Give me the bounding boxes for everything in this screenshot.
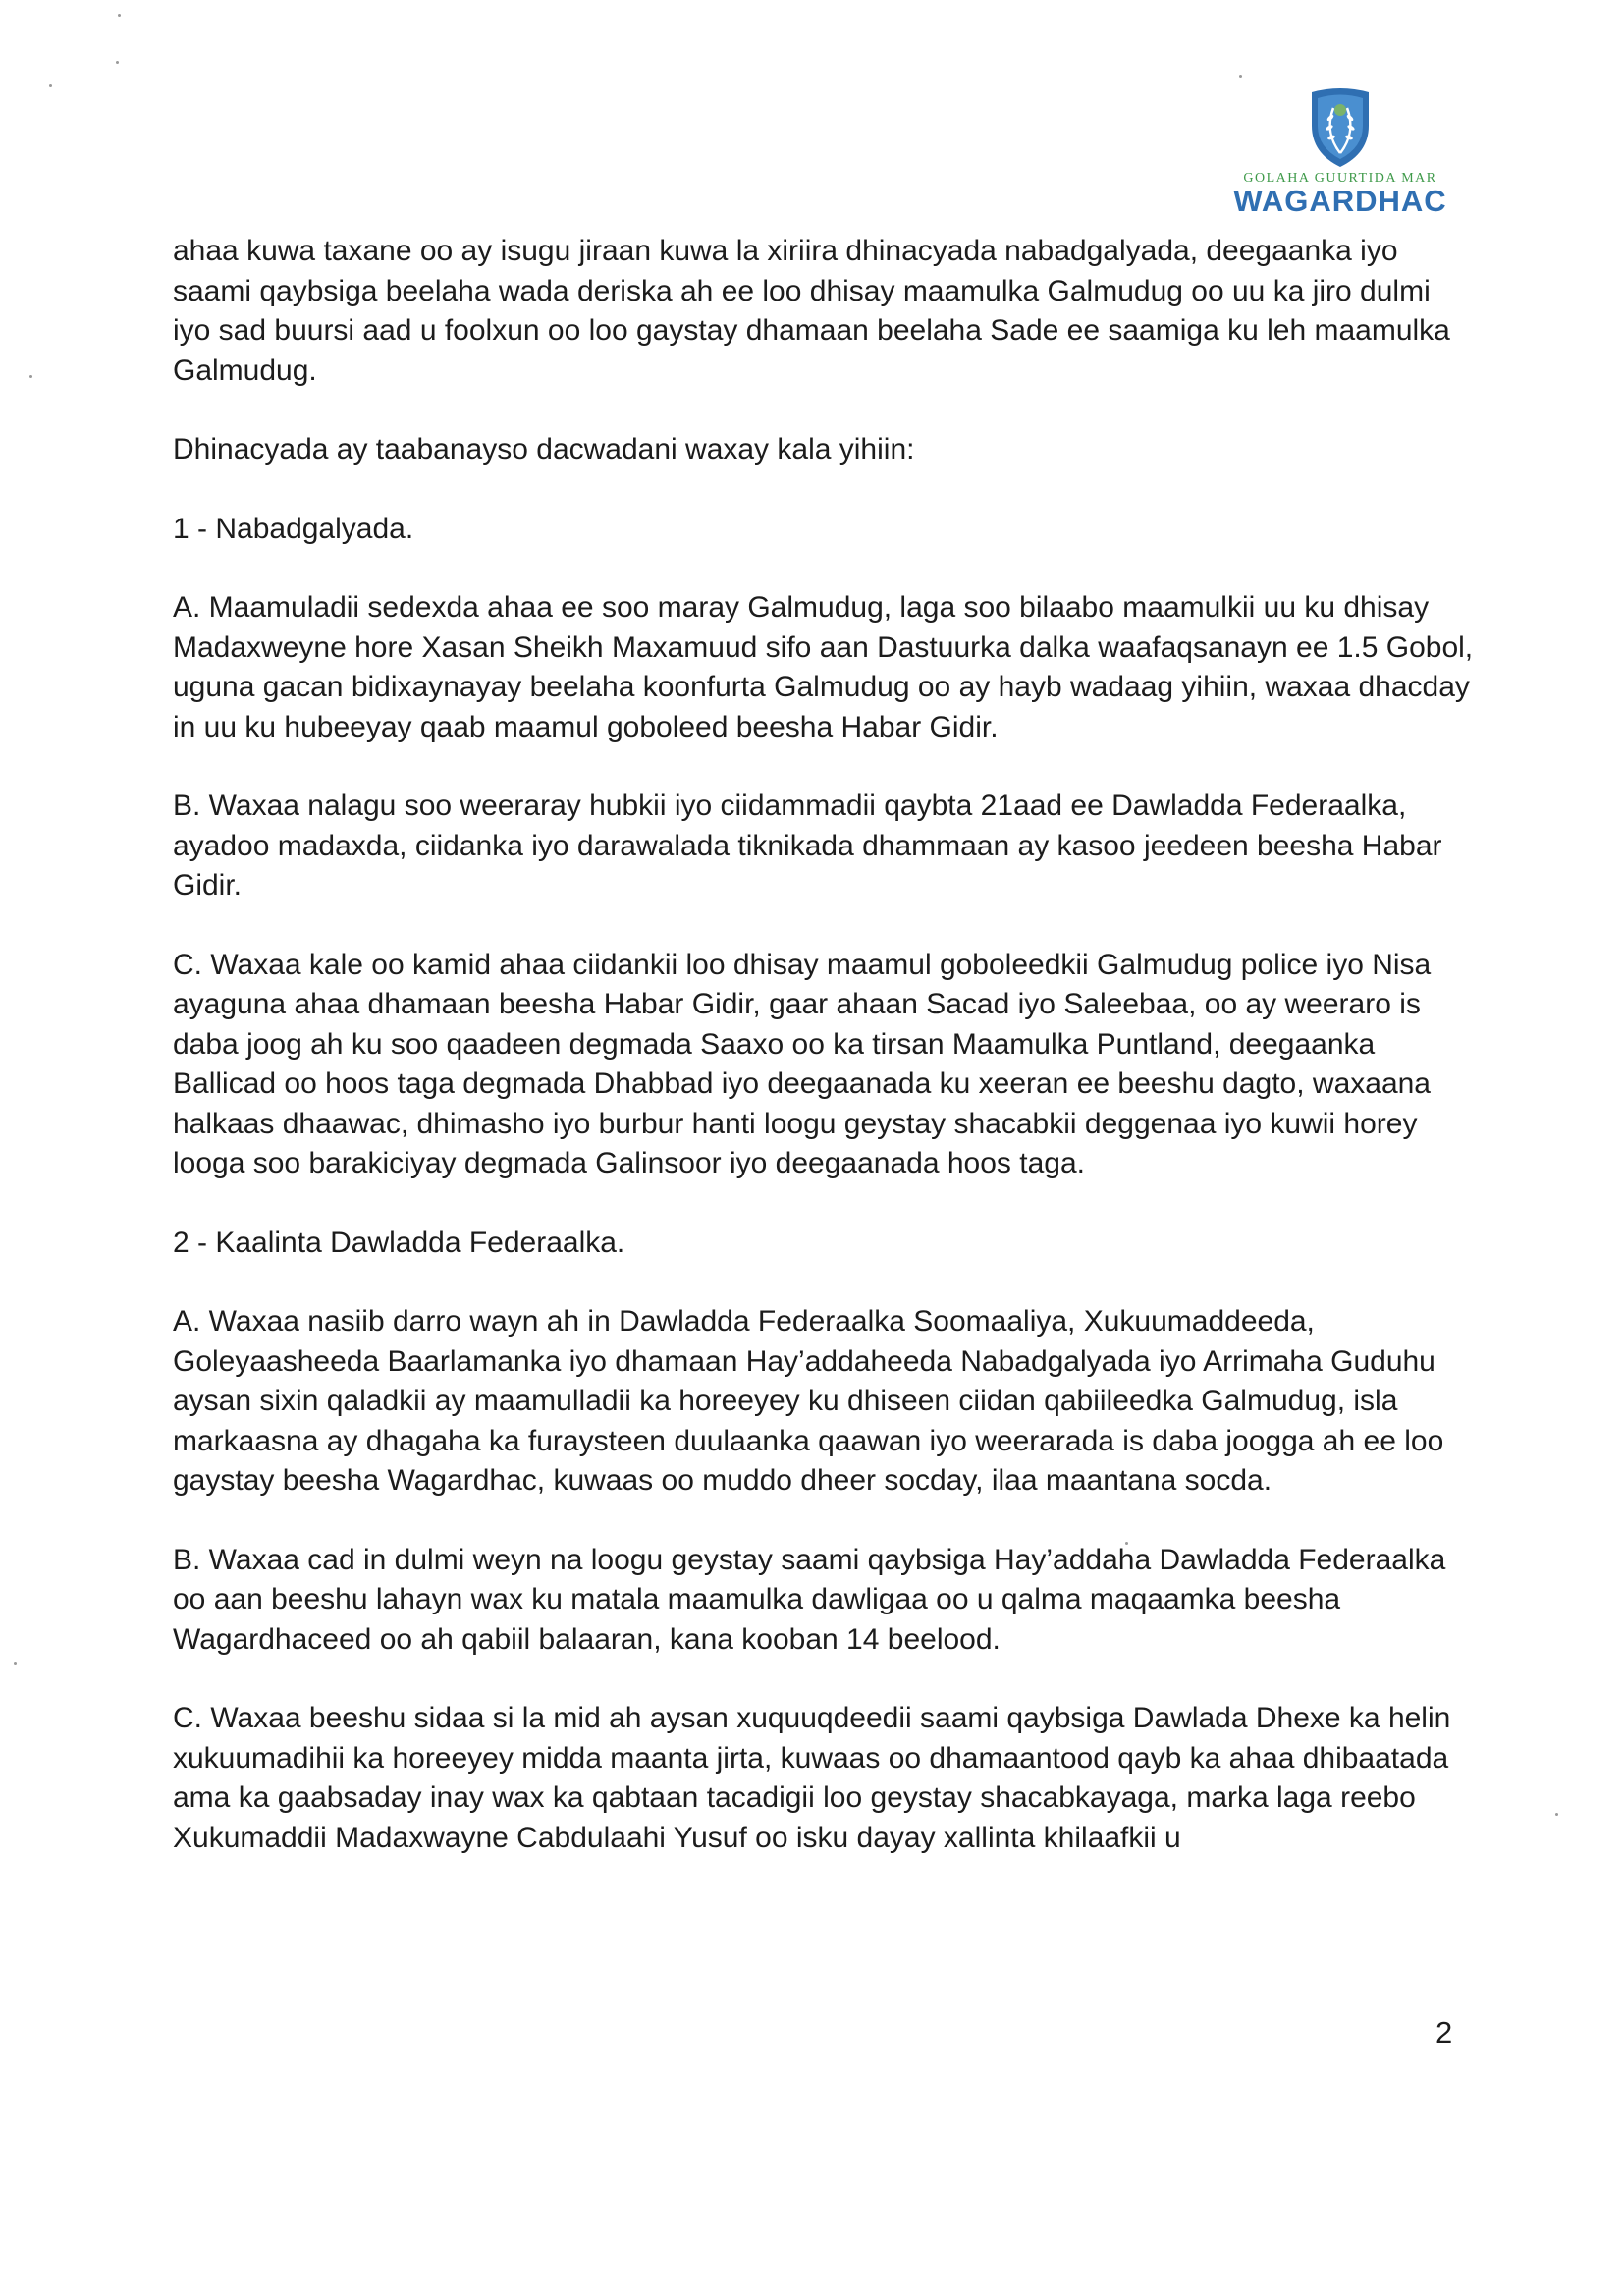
paragraph-intro: ahaa kuwa taxane oo ay isugu jiraan kuwa la xiriira dhinacyada nabadgalyada, deegaanka iyo saami qaybsiga beelaha wada deriska ah ee loo dhisay maamulka Galmudug oo uu ka jiro dulmi iyo sad buursi aad u foolxun oo loo gaystay dhamaan beelaha Sade ee saamiga ku leh maamulka Galmudug. bbox=[173, 235, 1450, 387]
paragraph-security-b: B. Waxaa nalagu soo weeraray hubkii iyo ciidammadii qaybta 21aad ee Dawladda Federaalka, ayadoo madaxda, ciidanka iyo darawalada tiknikada dhammaan ay kasoo jeedeen beesha Habar Gidir. bbox=[173, 790, 1442, 902]
scan-speck bbox=[14, 1662, 17, 1665]
scan-speck bbox=[1239, 75, 1242, 78]
paragraph-federal-a: A. Waxaa nasiib darro wayn ah in Dawladda Federaalka Soomaaliya, Xukuumaddeeda, Goleyaasheeda Baarlamanka iyo dhamaan Hay’addaheeda Nabadgalyada iyo Arrimaha Guduhu aysan sixin qaladkii ay maamulladii ka horeeyey ku dhiseen ciidan qabiileedka Galmudug, isla markaasna ay dhagaha ka furaysteen duulaanka qaawan iyo weerarada is daba joogga ah ee loo gaystay beesha Wagardhac, kuwaas oo muddo dheer socday, ilaa maantana socda. bbox=[173, 1305, 1444, 1497]
page-number: 2 bbox=[1435, 2015, 1453, 2050]
scan-speck bbox=[49, 84, 52, 87]
paragraph-federal-c: C. Waxaa beeshu sidaa si la mid ah aysan xuquuqdeedii saami qaybsiga Dawlada Dhexe ka helin xukuumadihii ka horeeyey midda maanta jirta, kuwaas oo dhamaantood qayb ka ahaa dhibaatada ama ka gaabsaday inay wax ka qabtaan tacadigii loo geystay shacabkayaga, marka laga reebo Xukumaddii Madaxwayne Cabdulaahi Yusuf oo isku dayay xallinta khilaafkii u bbox=[173, 1702, 1451, 1854]
scan-speck bbox=[118, 14, 121, 17]
section-heading-federal-role: 2 - Kaalinta Dawladda Federaalka. bbox=[173, 1226, 625, 1259]
paragraph-security-a: A. Maamuladii sedexda ahaa ee soo maray Galmudug, laga soo bilaabo maamulkii uu ku dhisay Madaxweyne hore Xasan Sheikh Maxamuud sifo aan Dastuurka dalka waafaqsanayn ee 1.5 Gobol, uguna gacan bidixaynayay beelaha koonfurta Galmudug oo ay hayb wadaag yihiin, waxaa dhacday in uu ku hubeeyay qaab maamul goboleed beesha Habar Gidir. bbox=[173, 591, 1474, 743]
paragraph-aspects-heading: Dhinacyada ay taabanayso dacwadani waxay kala yihiin: bbox=[173, 433, 915, 465]
logo-organization-name: GOLAHA GUURTIDA MAR bbox=[1243, 171, 1437, 186]
organization-logo bbox=[1227, 84, 1453, 216]
paragraph-security-c: C. Waxaa kale oo kamid ahaa ciidankii loo dhisay maamul goboleedkii Galmudug police iyo Nisa ayaguna ahaa dhamaan beesha Habar Gidir, gaar ahaan Sacad iyo Saleebaa, oo ay weeraro is daba joog ah ku soo qaadeen degmada Saaxo oo ka tirsan Maamulka Puntland, deegaanka Ballicad oo hoos taga degmada Dhabbad iyo deegaanada ku xeeran ee beeshu dagto, waxaana halkaas dhaawac, dhimasho iyo burbur hanti loogu geystay shacabkii deggenaa iyo kuwii horey looga soo barakiciyay degmada Galinsoor iyo deegaanada hoos taga. bbox=[173, 948, 1432, 1179]
scan-speck bbox=[29, 375, 32, 378]
shield-emblem-icon bbox=[1306, 84, 1375, 169]
document-body bbox=[173, 232, 1474, 1897]
paragraph-federal-b: B. Waxaa cad in dulmi weyn na loogu geystay saami qaybsiga Hay’addaha Dawladda Federaalka oo aan beeshu lahayn wax ku matala maamulka dawligaa oo u qalma maqaamka beesha Wagardhaceed oo ah qabiil balaaran, kana kooban 14 beelood. bbox=[173, 1543, 1446, 1656]
section-heading-security: 1 - Nabadgalyada. bbox=[173, 512, 414, 545]
logo-wordmark: WAGARDHAC bbox=[1233, 184, 1447, 218]
scan-speck bbox=[1555, 1813, 1558, 1816]
scan-speck bbox=[116, 61, 119, 64]
